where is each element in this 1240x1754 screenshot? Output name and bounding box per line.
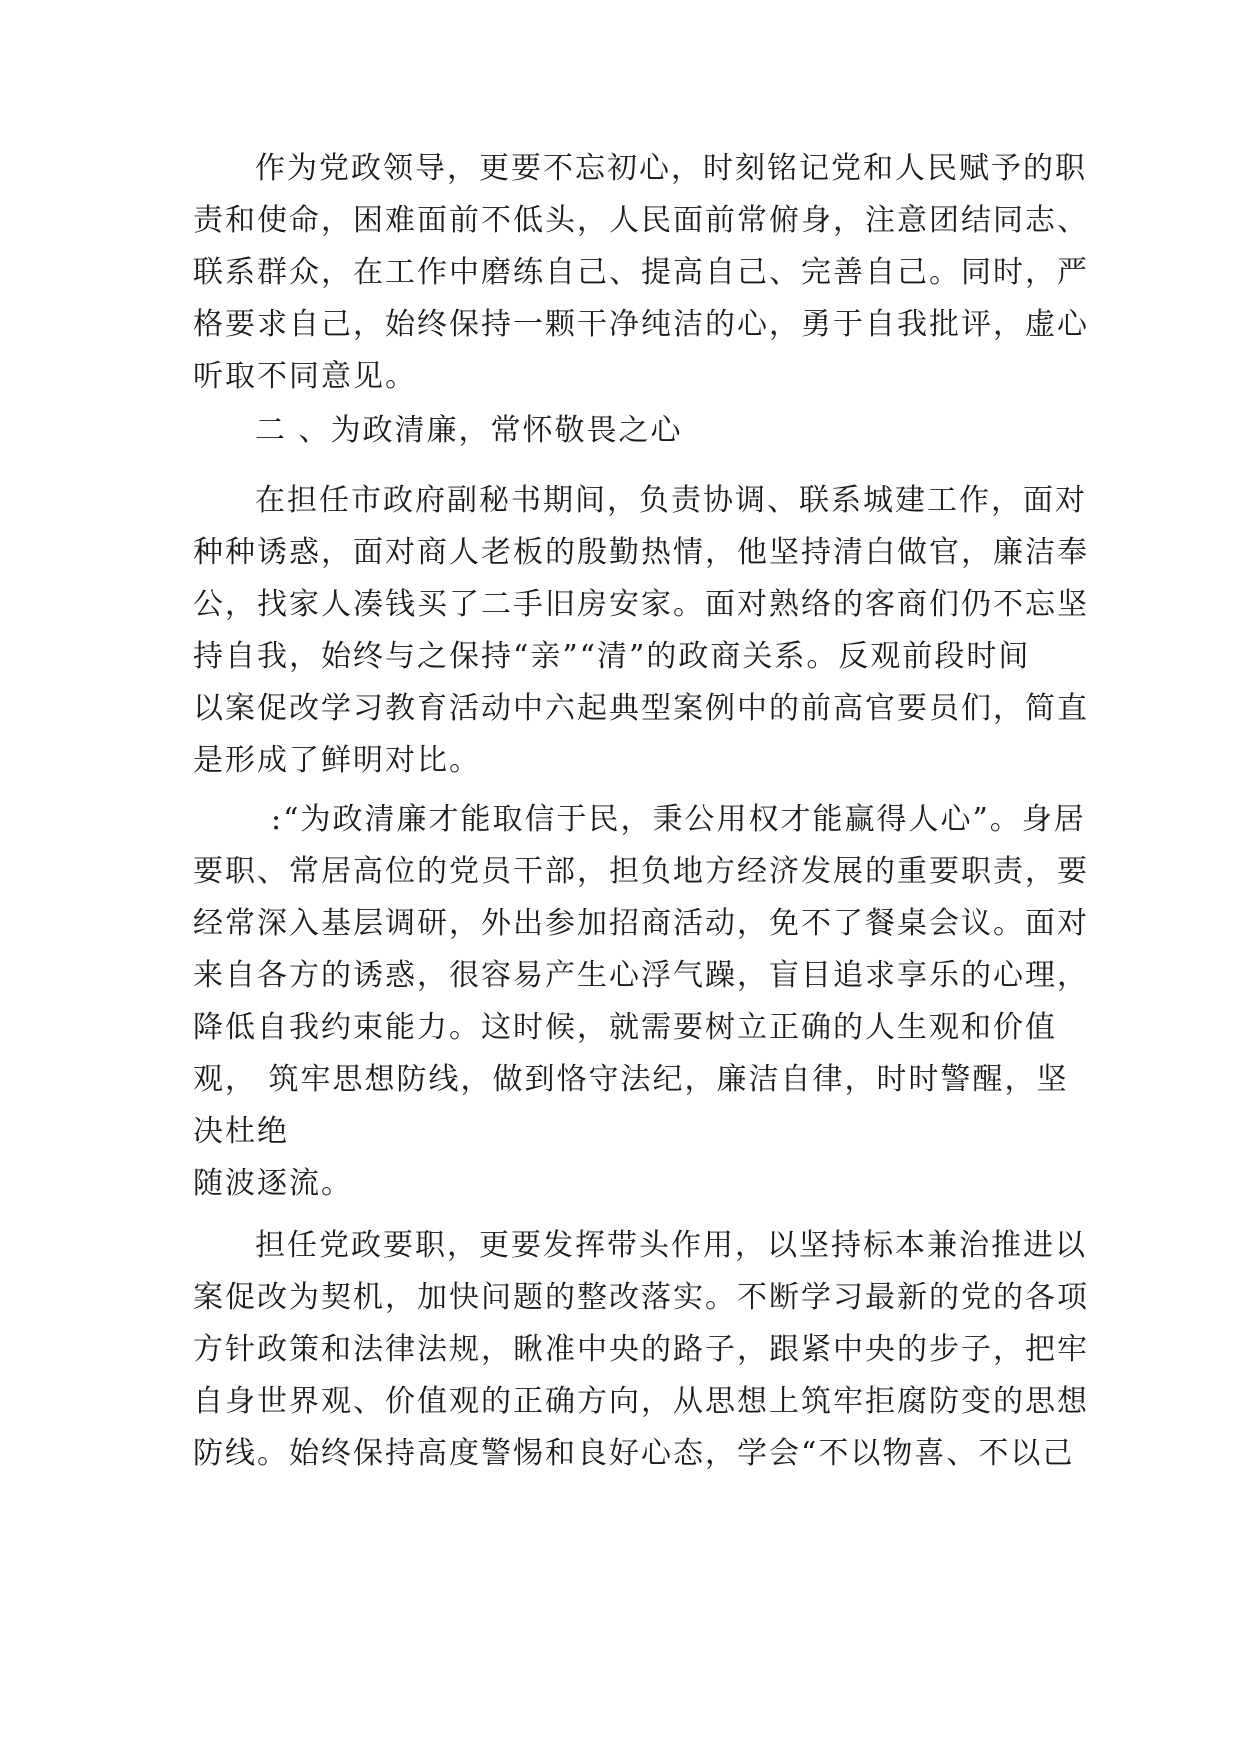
section-heading (193, 405, 1053, 457)
paragraph-line: 联系群众，在工作中磨练自己、提高自己、完善自己。同时，严 (193, 255, 1089, 290)
paragraph-line: 观， 筑牢思想防线，做到恪守法纪，廉洁自律，时时警醒，坚 (193, 1062, 1069, 1097)
paragraph-line: 以案促改学习教育活动中六起典型案例中的前高官要员们，简直 (193, 691, 1089, 726)
section-heading-text: 二 、为政清廉，常怀敬畏之心 (255, 413, 683, 448)
paragraph-line: 作为党政领导，更要不忘初心，时刻铭记党和人民赋予的职 (255, 151, 1087, 186)
paragraph-line: 在担任市政府副秘书期间，负责协调、联系城建工作，面对 (255, 483, 1087, 518)
paragraph-line: 来自各方的诱惑，很容易产生心浮气躁，盲目追求享乐的心理， (193, 958, 1089, 993)
paragraph-line: 决杜绝 (193, 1114, 289, 1149)
paragraph-line: 公，找家人凑钱买了二手旧房安家。面对熟络的客商们仍不忘坚 (193, 587, 1089, 622)
paragraph-line: 随波逐流。 (193, 1166, 353, 1201)
paragraph-line: :“为政清廉才能取信于民，秉公用权才能赢得人心”。身居 (271, 802, 1086, 837)
paragraph-line: 种种诱惑，面对商人老板的殷勤热情，他坚持清白做官，廉洁奉 (193, 535, 1089, 570)
paragraph-line: 自身世界观、价值观的正确方向，从思想上筑牢拒腐防变的思想 (193, 1384, 1089, 1419)
paragraph-line: 方针政策和法律法规，瞅准中央的路子，跟紧中央的步子，把牢 (193, 1332, 1089, 1367)
paragraph-line: 要职、常居高位的党员干部，担负地方经济发展的重要职责，要 (193, 854, 1089, 889)
paragraph-line: 案促改为契机，加快问题的整改落实。不断学习最新的党的各项 (193, 1280, 1089, 1315)
paragraph-2 (193, 475, 1089, 787)
paragraph-line: 担任党政要职，更要发挥带头作用，以坚持标本兼治推进以 (255, 1228, 1087, 1263)
paragraph-line: 经常深入基层调研，外出参加招商活动，免不了餐桌会议。面对 (193, 906, 1089, 941)
paragraph-line: 责和使命，困难面前不低头，人民面前常俯身，注意团结同志、 (193, 203, 1089, 238)
paragraph-1 (193, 143, 1089, 403)
paragraph-line: 持自我，始终与之保持“亲”“清”的政商关系。反观前段时间 (193, 639, 1031, 674)
paragraph-4 (193, 1220, 1089, 1480)
paragraph-line: 是形成了鲜明对比。 (193, 743, 481, 778)
paragraph-line: 格要求自己，始终保持一颗干净纯洁的心，勇于自我批评，虚心 (193, 307, 1089, 342)
paragraph-line: 听取不同意见。 (193, 359, 417, 394)
paragraph-line: 防线。始终保持高度警惕和良好心态，学会“不以物喜、不以己 (193, 1436, 1075, 1471)
paragraph-line: 降低自我约束能力。这时候，就需要树立正确的人生观和价值 (193, 1010, 1057, 1045)
paragraph-3 (193, 794, 1089, 1210)
